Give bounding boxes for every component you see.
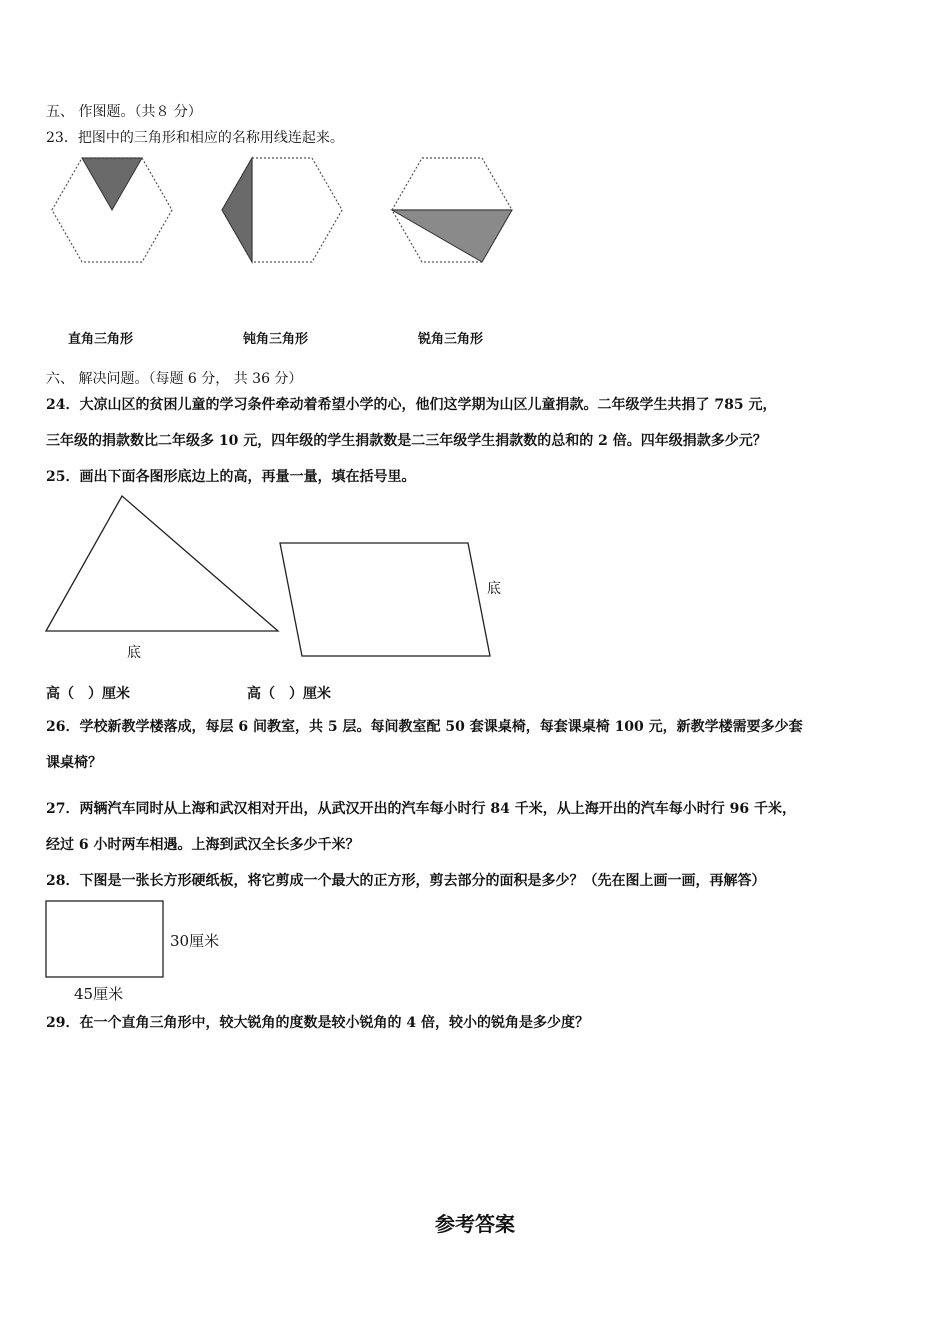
question-29: 29．在一个直角三角形中，较大锐角的度数是较小锐角的 4 倍，较小的锐角是多少度？ [46, 1015, 589, 1031]
q25-parallelogram [280, 543, 490, 656]
q25-triangle [46, 496, 278, 631]
question-24-line2: 三年级的捐款数比二年级多 10 元，四年级的学生捐款数是二三年级学生捐款数的总和的 2 倍。四年级捐款多少元？ [46, 433, 767, 449]
q25-triangle-base-label: 底 [127, 645, 141, 661]
answer-heading: 参考答案 [435, 1212, 515, 1236]
question-24-line1: 24．大凉山区的贫困儿童的学习条件牵动着希望小学的心，他们这学期为山区儿童捐款。二年级学生共捐了 785 元， [46, 397, 777, 413]
q25-height-answer-1: 高（ ）厘米 [46, 686, 130, 702]
q25-parallelogram-base-label: 底 [487, 581, 501, 597]
label-right-triangle: 直角三角形 [68, 332, 134, 347]
question-27-line1: 27．两辆汽车同时从上海和武汉相对开出，从武汉开出的汽车每小时行 84 千米，从上海开出的汽车每小时行 96 千米， [46, 801, 796, 817]
label-obtuse-triangle: 钝角三角形 [243, 332, 309, 347]
q28-height-label: 30厘米 [170, 932, 220, 950]
q28-rectangle [46, 901, 163, 977]
section6-heading: 六、 解决问题。（每题 6 分， 共 36 分） [46, 371, 303, 387]
hexagon-figure-2 [222, 158, 342, 262]
question-25: 25．画出下面各图形底边上的高，再量一量，填在括号里。 [46, 469, 416, 485]
q28-width-label: 45厘米 [74, 985, 124, 1003]
question-26-line2: 课桌椅？ [46, 755, 102, 771]
question-28: 28．下图是一张长方形硬纸板，将它剪成一个最大的正方形，剪去部分的面积是多少？（先在图上画一画，再解答） [46, 873, 766, 889]
hexagon-figure-1 [52, 158, 172, 262]
question-26-line1: 26．学校新教学楼落成，每层 6 间教室，共 5 层。每间教室配 50 套课桌椅，每套课桌椅 100 元，新教学楼需要多少套 [46, 719, 803, 735]
question-27-line2: 经过 6 小时两车相遇。上海到武汉全长多少千米？ [46, 837, 360, 853]
hexagon-figure-3 [392, 158, 512, 262]
section5-heading: 五、 作图题。（共８ 分） [46, 104, 202, 120]
q25-height-answer-2: 高（ ）厘米 [247, 686, 331, 702]
label-acute-triangle: 锐角三角形 [418, 332, 484, 347]
question-23: 23．把图中的三角形和相应的名称用线连起来。 [46, 130, 344, 146]
